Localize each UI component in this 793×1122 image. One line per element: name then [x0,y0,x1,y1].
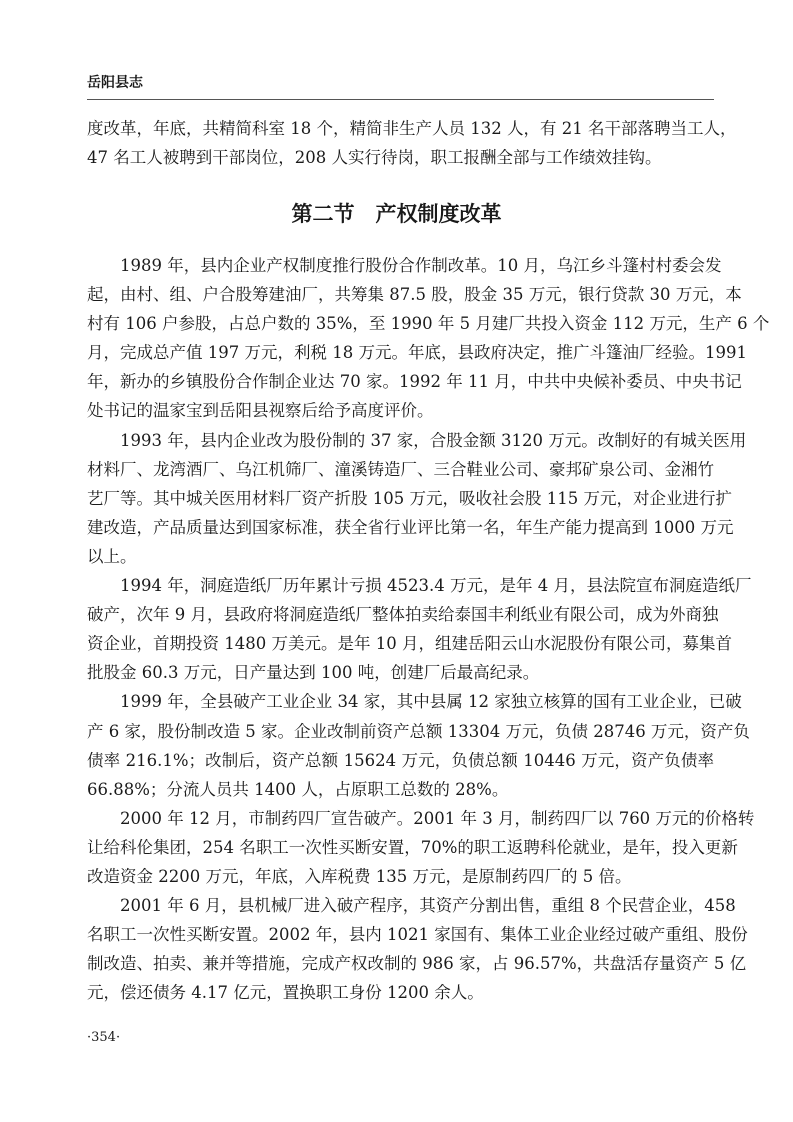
text-line: 资企业，首期投资 1480 万美元。是年 10 月，组建岳阳云山水泥股份有限公司，募集首 [87,634,732,654]
text-line: 66.88%；分流人员共 1400 人，占原职工总数的 28%。 [87,779,509,799]
text-line: 建改造，产品质量达到国家标准，获全省行业评比第一名，年生产能力提高到 1000 万元 [87,517,734,537]
text-line: 1994 年，洞庭造纸厂历年累计亏损 4523.4 万元，是年 4 月，县法院宣布洞庭造纸厂 [120,576,752,596]
text-line: 1999 年，全县破产工业企业 34 家，其中县属 12 家独立核算的国有工业企业，已破 [120,692,742,712]
paragraph [87,804,755,891]
text-line: 艺厂等。其中城关医用材料厂资产折股 105 万元，吸收社会股 115 万元，对企业进行扩 [87,488,732,508]
paragraph [87,571,752,687]
page-number: ·354· [87,1030,121,1045]
text-line: 制改造、拍卖、兼并等措施，完成产权改制的 986 家，占 96.57%，共盘活存量资产 5 亿 [87,954,747,974]
text-line: 以上。 [87,546,137,566]
text-line: 改造资金 2200 万元，年底，入库税费 135 万元，是原制药四厂的 5 倍。 [87,866,632,886]
text-line: 2001 年 6 月，县机械厂进入破产程序，其资产分割出售，重组 8 个民营企业，458 [120,896,736,916]
paragraph [87,251,770,426]
text-line: 产 6 家，股份制改造 5 家。企业改制前资产总额 13304 万元，负债 28746 万元，资产负 [87,721,750,741]
text-line: 年，新办的乡镇股份合作制企业达 70 家。1992 年 11 月，中共中央候补委员、中央书记 [87,372,742,392]
text-line: 名职工一次性买断安置。2002 年，县内 1021 家国有、集体工业企业经过破产重组、股份 [87,925,748,945]
paragraph [87,687,750,803]
text-line: 元，偿还债务 4.17 亿元，置换职工身份 1200 余人。 [87,983,484,1003]
paragraph [87,426,747,571]
text-line: 月，完成总产值 197 万元，利税 18 万元。年底，县政府决定，推广斗篷油厂经验。1991 [87,343,747,363]
text-line: 2000 年 12 月，市制药四厂宣告破产。2001 年 3 月，制药四厂以 760 万元的价格转 [120,808,755,828]
header-rule [87,99,714,100]
text-line: 1989 年，县内企业产权制度推行股份合作制改革。10 月，乌江乡斗篷村村委会发 [120,256,722,275]
running-header: 岳阳县志 [87,75,143,91]
text-line: 材料厂、龙湾酒厂、乌江机筛厂、潼溪铸造厂、三合鞋业公司、豪邦矿泉公司、金湘竹 [87,459,714,479]
section-title: 第二节 产权制度改革 [291,202,502,226]
text-line: 起，由村、组、户合股筹建油厂，共筹集 87.5 股，股金 35 万元，银行贷款 30 万元，本 [87,285,742,305]
text-line: 47 名工人被聘到干部岗位，208 人实行待岗，职工报酬全部与工作绩效挂钩。 [87,148,662,168]
text-line: 度改革，年底，共精简科室 18 个，精简非生产人员 132 人，有 21 名干部落聘当工人， [87,119,737,138]
text-line: 批股金 60.3 万元，日产量达到 100 吨，创建厂后最高纪录。 [87,663,540,683]
text-line: 1993 年，县内企业改为股份制的 37 家，合股金额 3120 万元。改制好的有城关医用 [120,430,747,450]
section-body [87,251,770,1007]
text-line: 让给科伦集团，254 名职工一次性买断安置，70%的职工返聘科伦就业，是年，投入更新 [87,837,738,857]
text-line: 债率 216.1%；改制后，资产总额 15624 万元，负债总额 10446 万元，资产负债率 [87,750,714,770]
text-line: 村有 106 户参股，占总户数的 35%，至 1990 年 5 月建厂共投入资金 112 万元，生产 6 个 [87,314,770,334]
paragraph [87,891,748,1007]
continuation-paragraph [87,114,737,172]
text-line: 破产，次年 9 月，县政府将洞庭造纸厂整体拍卖给泰国丰利纸业有限公司，成为外商独 [87,605,719,625]
text-line: 处书记的温家宝到岳阳县视察后给予高度评价。 [87,401,434,421]
